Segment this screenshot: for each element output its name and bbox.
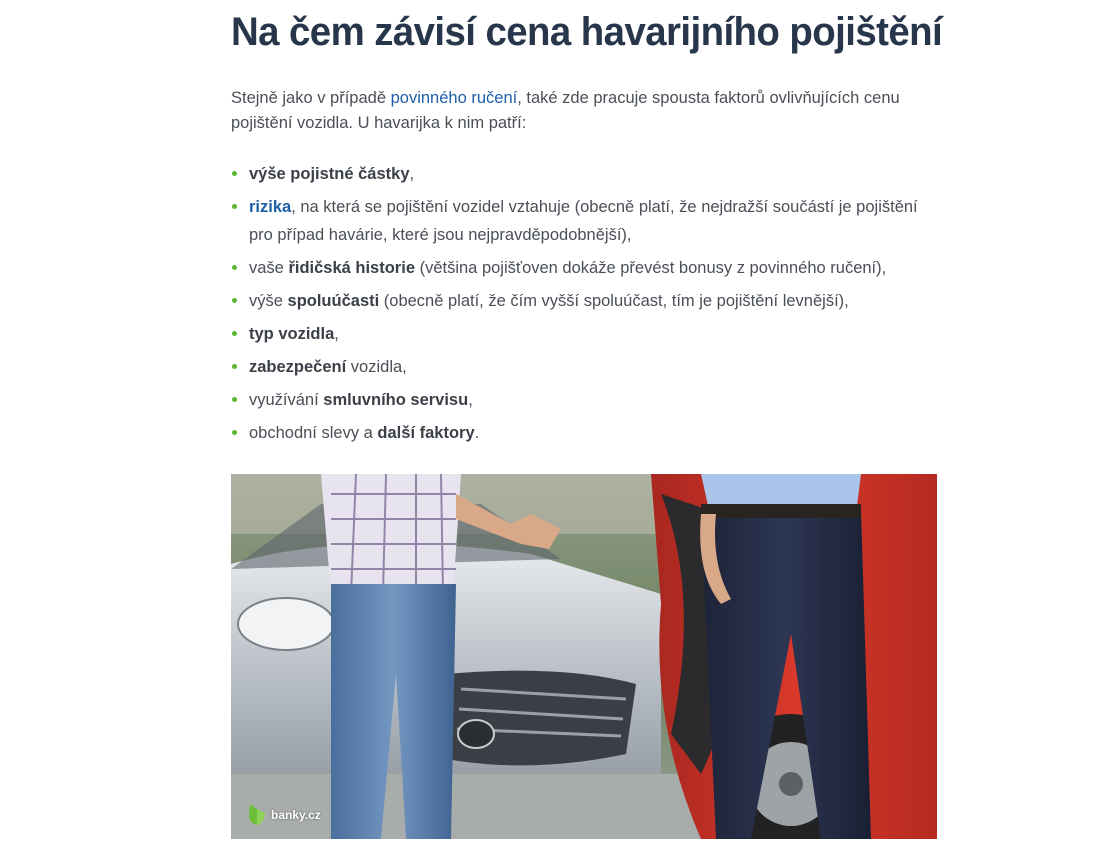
factor-driving-history: řidičská historie: [288, 259, 415, 277]
price-factors-list: [231, 160, 937, 452]
factor-contract-service: smluvního servisu: [323, 391, 469, 409]
factor-security: zabezpečení: [249, 358, 347, 376]
banky-watermark-text: banky.cz: [271, 808, 321, 822]
factor-other: další faktory: [377, 424, 475, 442]
list-item: rizika, na která se pojištění vozidel vztahuje (obecně platí, že nejdražší součástí je pojištění pro případ havárie, které jsou nejpravděpodobnější),: [231, 193, 937, 249]
list-item: zabezpečení vozidla,: [231, 353, 937, 381]
list-item: vaše řidičská historie (většina pojišťoven dokáže převést bonusy z povinného ručení),: [231, 254, 937, 282]
list-item: výše pojistné částky,: [231, 160, 937, 188]
povinne-ruceni-link[interactable]: povinného ručení: [390, 89, 518, 107]
list-item: typ vozidla,: [231, 320, 937, 348]
factor-insured-amount: výše pojistné částky: [249, 165, 410, 183]
banky-watermark: [247, 803, 321, 827]
article-title: Na čem závisí cena havarijního pojištění: [231, 10, 943, 54]
car-accident-photo: [231, 474, 937, 839]
list-item: obchodní slevy a další faktory.: [231, 419, 937, 447]
list-item: využívání smluvního servisu,: [231, 386, 937, 414]
factor-deductible: spoluúčasti: [287, 292, 380, 310]
intro-text-start: Stejně jako v případě: [231, 89, 391, 107]
car-accident-illustration: [231, 474, 937, 839]
factor-vehicle-type: typ vozidla: [249, 325, 335, 343]
rizika-link[interactable]: rizika: [249, 198, 292, 216]
list-item: výše spoluúčasti (obecně platí, že čím vyšší spoluúčast, tím je pojištění levnější),: [231, 287, 937, 315]
intro-paragraph: [231, 86, 937, 136]
intro-text-end: , také zde pracuje spousta faktorů ovlivňujících cenu pojištění vozidla. U havarijka k nim patří:: [231, 89, 900, 132]
banky-logo-icon: [247, 803, 267, 827]
